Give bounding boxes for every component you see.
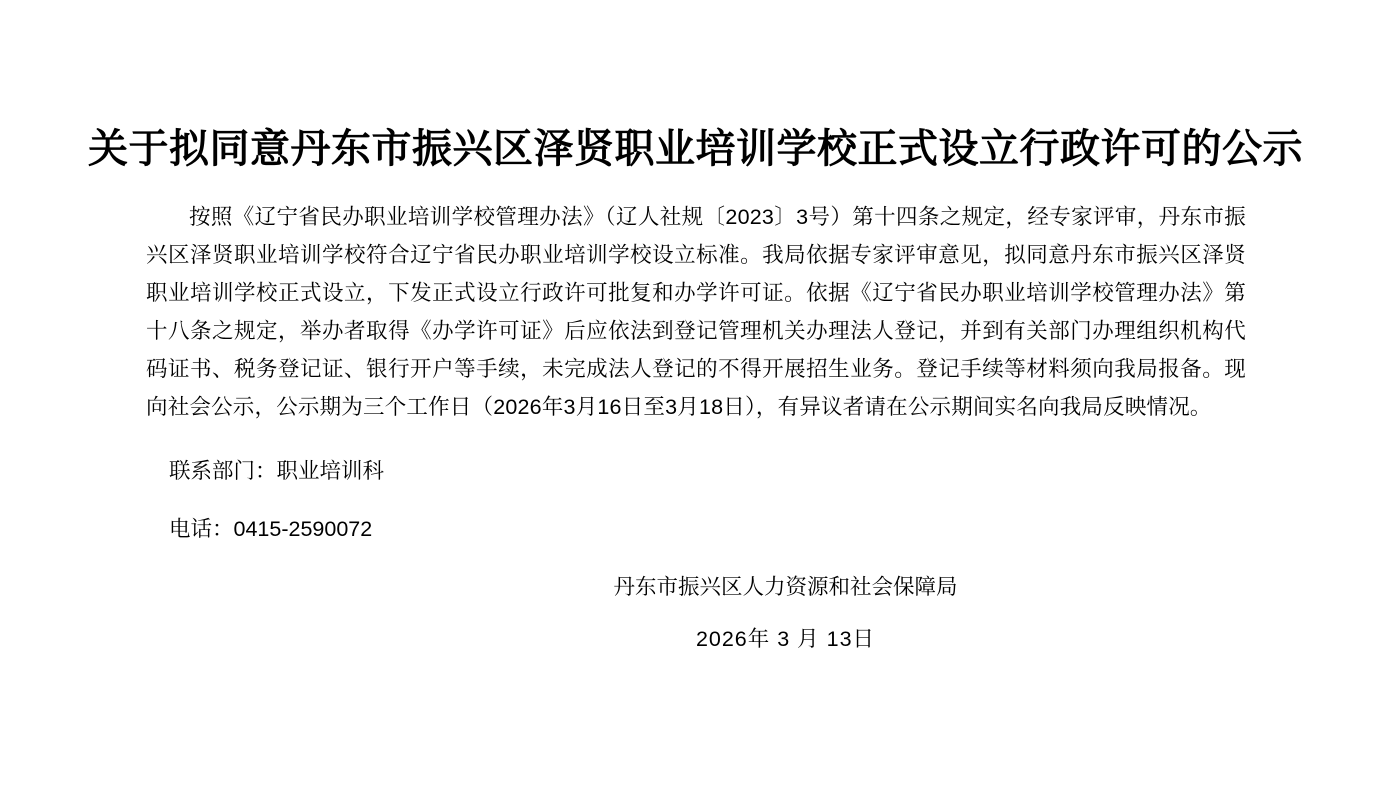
page-title: 关于拟同意丹东市振兴区泽贤职业培训学校正式设立行政许可的公示 bbox=[88, 126, 1303, 171]
contact-phone: 电话：0415-2590072 bbox=[169, 517, 373, 541]
signature-organization: 丹东市振兴区人力资源和社会保障局 bbox=[613, 575, 958, 599]
contact-department: 联系部门：职业培训科 bbox=[169, 459, 385, 483]
document-body bbox=[146, 198, 1246, 548]
signature-block bbox=[0, 570, 1391, 656]
body-paragraph: 按照《辽宁省民办职业培训学校管理办法》（辽人社规〔2023〕3号）第十四条之规定，经专家评审，丹东市振兴区泽贤职业培训学校符合辽宁省民办职业培训学校设立标准。我局依据专家评审意见，拟同意丹东市振兴区泽贤职业培训学校正式设立，下发正式设立行政许可批复和办学许可证。依据《辽宁省民办职业培训学校管理办法》第十八条之规定，举办者取得《办学许可证》后应依法到登记管理机关办理法人登记，并到有关部门办理组织机构代码证书、税务登记证、银行开户等手续，未完成法人登记的不得开展招生业务。登记手续等材料须向我局报备。现向社会公示，公示期为三个工作日（2026年3月16日至3月18日），有异议者请在公示期间实名向我局反映情况。 bbox=[146, 205, 1246, 419]
signature-date: 2026年 3 月 13日 bbox=[695, 627, 876, 651]
